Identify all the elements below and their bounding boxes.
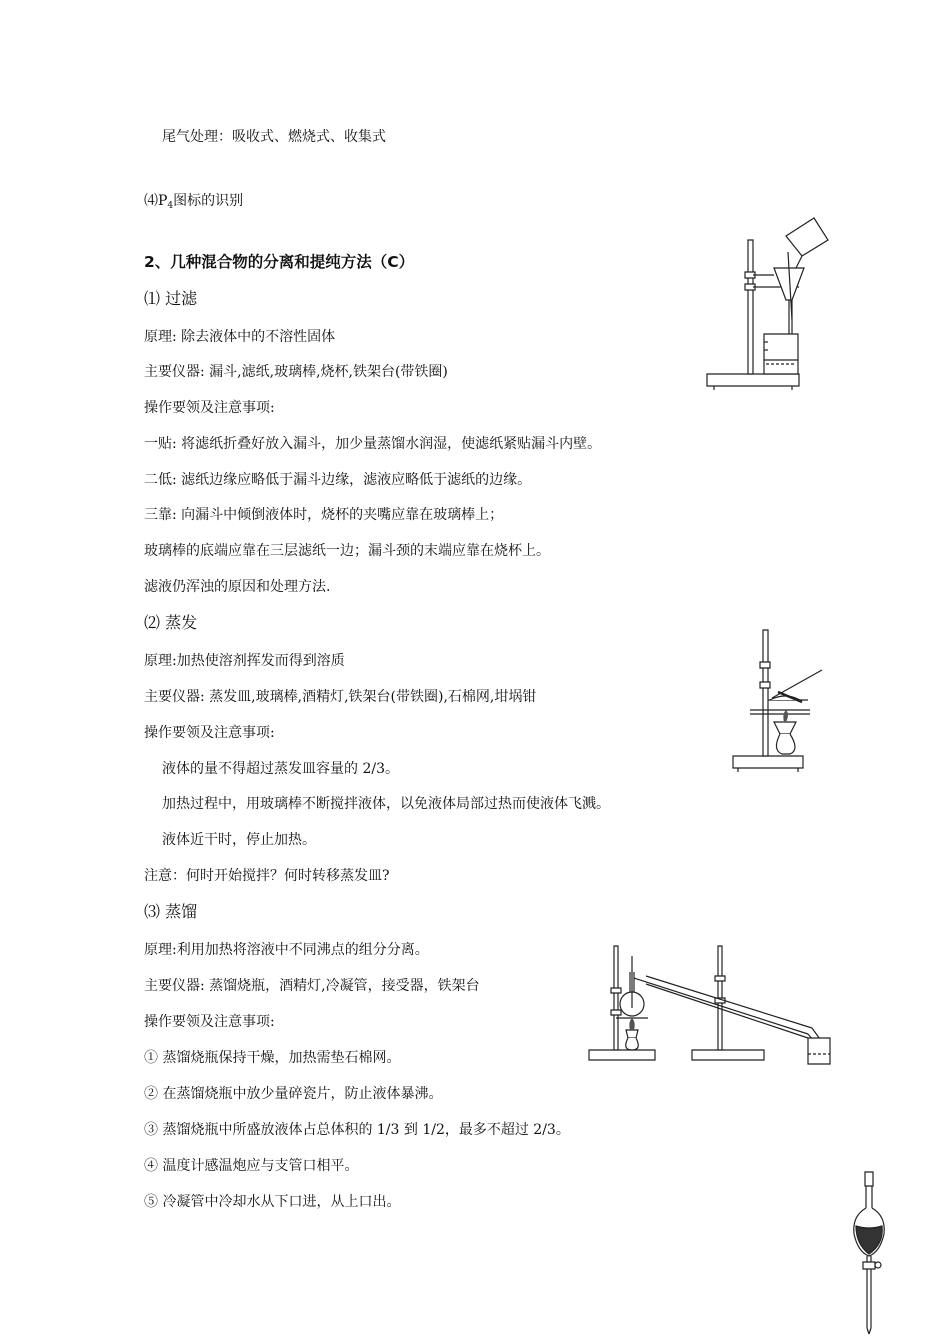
filtration-principle: 原理: 除去液体中的不溶性固体 xyxy=(144,329,336,345)
filtration-three-lean: 三靠: 向漏斗中倾倒液体时，烧杯的夹嘴应靠在玻璃棒上； xyxy=(144,507,504,523)
distillation-note-5: ⑤ 冷凝管中冷却水从下口进，从上口出。 xyxy=(144,1194,401,1210)
separatory-funnel-diagram xyxy=(848,1168,892,1338)
evaporation-note-1: 液体的量不得超过蒸发皿容量的 2/3。 xyxy=(162,761,399,777)
filtration-apparatus: 主要仪器: 漏斗,滤纸,玻璃棒,烧杯,铁架台(带铁圈) xyxy=(144,364,448,380)
tail-gas-line: 尾气处理：吸收式、燃烧式、收集式 xyxy=(162,129,386,145)
distillation-principle: 原理:利用加热将溶液中不同沸点的组分分离。 xyxy=(144,942,429,958)
filtration-apparatus-diagram xyxy=(704,212,834,392)
evaporation-notes-header: 操作要领及注意事项: xyxy=(144,725,275,741)
section-2-title: 2、几种混合物的分离和提纯方法（C） xyxy=(144,253,415,271)
p4-subscript: 4 xyxy=(167,201,174,211)
filtration-notes-header: 操作要领及注意事项: xyxy=(144,400,275,416)
filtration-three-lean-2: 玻璃棒的底端应靠在三层滤纸一边；漏斗颈的末端应靠在烧杯上。 xyxy=(144,543,550,559)
filtration-title: ⑴ 过滤 xyxy=(144,289,198,308)
distillation-note-4: ④ 温度计感温炮应与支管口相平。 xyxy=(144,1158,359,1174)
evaporation-note-3: 液体近干时，停止加热。 xyxy=(162,832,316,848)
distillation-apparatus: 主要仪器: 蒸馏烧瓶，酒精灯,冷凝管，接受器，铁架台 xyxy=(144,978,480,994)
p4-icon-line xyxy=(144,191,243,216)
evaporation-attention: 注意：何时开始搅拌？何时转移蒸发皿? xyxy=(144,868,390,884)
distillation-notes-header: 操作要领及注意事项: xyxy=(144,1014,275,1030)
distillation-note-1: ① 蒸馏烧瓶保持干燥，加热需垫石棉网。 xyxy=(144,1050,401,1066)
evaporation-apparatus-diagram xyxy=(730,626,830,774)
evaporation-apparatus: 主要仪器: 蒸发皿,玻璃棒,酒精灯,铁架台(带铁圈),石棉网,坩埚钳 xyxy=(144,689,537,705)
p4-suffix: 图标的识别 xyxy=(173,193,244,209)
filtration-two-low: 二低: 滤纸边缘应略低于漏斗边缘，滤液应略低于滤纸的边缘。 xyxy=(144,472,532,488)
filtration-one-stick: 一贴: 将滤纸折叠好放入漏斗，加少量蒸馏水润湿，使滤纸紧贴漏斗内壁。 xyxy=(144,436,602,452)
distillation-title: ⑶ 蒸馏 xyxy=(144,902,198,921)
filtration-turbid: 滤液仍浑浊的原因和处理方法. xyxy=(144,579,331,595)
distillation-note-3: ③ 蒸馏烧瓶中所盛放液体占总体积的 1/3 到 1/2，最多不超过 2/3。 xyxy=(144,1122,570,1138)
evaporation-principle: 原理:加热使溶剂挥发而得到溶质 xyxy=(144,653,345,669)
distillation-note-2: ② 在蒸馏烧瓶中放少量碎瓷片，防止液体暴沸。 xyxy=(144,1086,443,1102)
p4-prefix: ⑷P xyxy=(144,193,168,209)
evaporation-note-2: 加热过程中，用玻璃棒不断搅拌液体，以免液体局部过热而使液体飞溅。 xyxy=(162,796,610,812)
evaporation-title: ⑵ 蒸发 xyxy=(144,613,198,632)
distillation-apparatus-diagram xyxy=(586,938,836,1068)
